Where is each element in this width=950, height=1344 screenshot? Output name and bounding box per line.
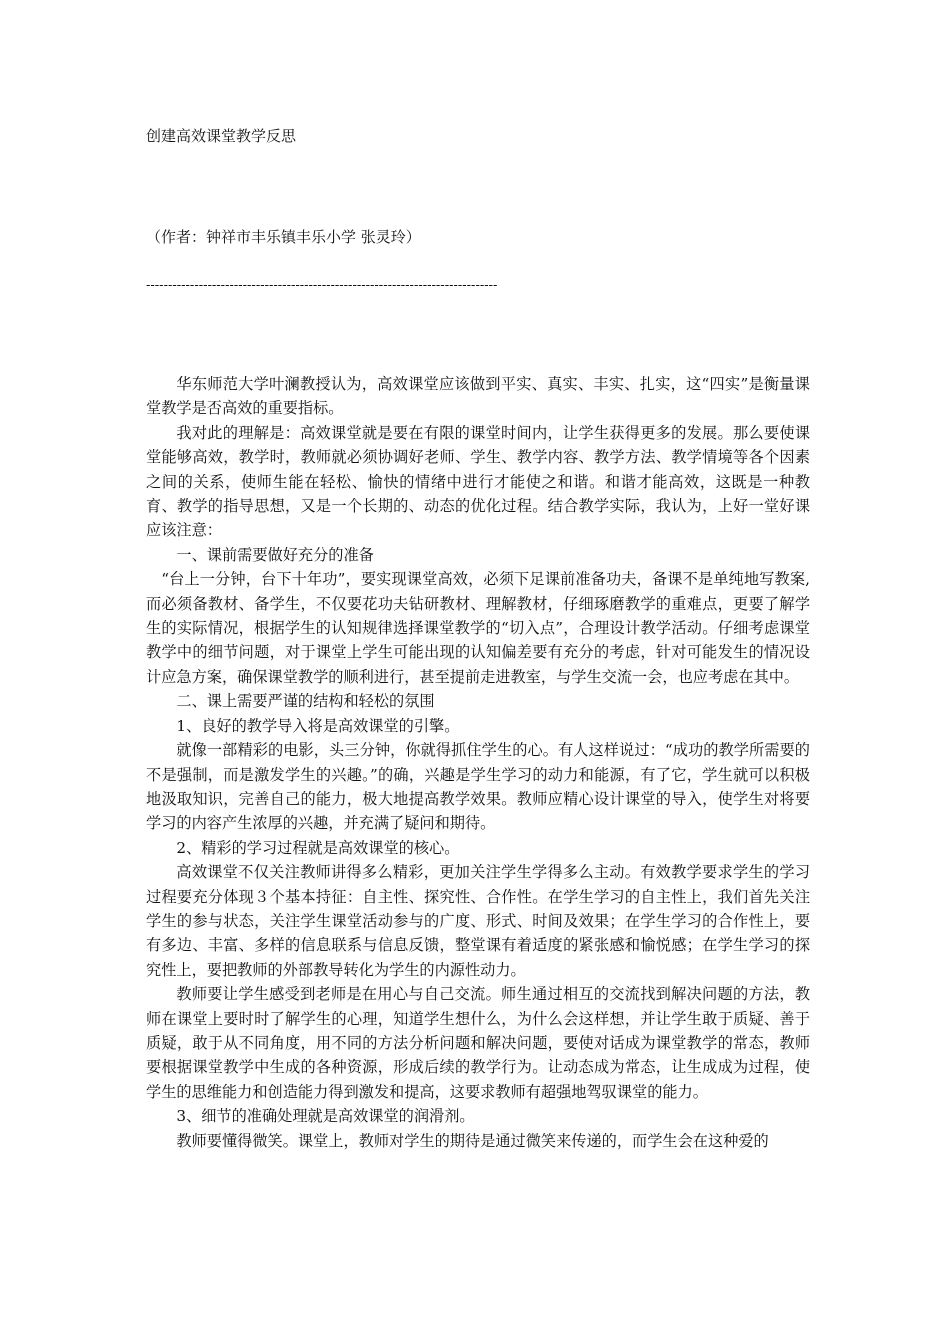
- section-heading: 一、课前需要做好充分的准备: [176, 545, 374, 564]
- paragraph: 教师要懂得微笑。课堂上，教师对学生的期待是通过微笑来传递的，而学生会在这种爱的: [176, 1131, 769, 1150]
- section-heading: 二、课上需要严谨的结构和轻松的氛围: [176, 692, 435, 711]
- document-body: [146, 372, 810, 1153]
- paragraph: 华东师范大学叶澜教授认为，高效课堂应该做到平实、真实、丰实、扎实，这“四实”是衡量课堂教学是否高效的重要指标。: [146, 375, 810, 418]
- subsection-heading: 2、精彩的学习过程就是高效课堂的核心。: [176, 838, 460, 857]
- paragraph: 教师要让学生感受到老师是在用心与自己交流。师生通过相互的交流找到解决问题的方法，教师在课堂上要时时了解学生的心理，知道学生想什么，为什么会这样想，并让学生敢于质疑、善于质疑，敢于从不同角度，用不同的方法分析问题和解决问题，要使对话成为课堂教学的常态，教师要根据课堂教学中生成的各种资源，形成后续的教学行为。让动态成为常态，让生成成为过程，使学生的思维能力和创造能力得到激发和提高，这要求教师有超强地驾驭课堂的能力。: [146, 985, 810, 1101]
- document-title: 创建高效课堂教学反思: [146, 127, 297, 145]
- author-line: （作者：钟祥市丰乐镇丰乐小学 张灵玲）: [146, 228, 421, 246]
- paragraph: 就像一部精彩的电影，头三分钟，你就得抓住学生的心。有人这样说过：“成功的教学所需要的不是强制，而是激发学生的兴趣。”的确，兴趣是学生学习的动力和能源，有了它，学生就可以积极地汲取知识，完善自己的能力，极大地提高教学效果。教师应精心设计课堂的导入，使学生对将要学习的内容产生浓厚的兴趣，并充满了疑问和期待。: [146, 741, 810, 833]
- paragraph: “台上一分钟，台下十年功”，要实现课堂高效，必须下足课前准备功夫，备课不是单纯地写教案,而必须备教材、备学生，不仅要花功夫钻研教材、理解教材，仔细琢磨教学的重难点，更要了解学生的实际情况，根据学生的认知规律选择课堂教学的“切入点”，合理设计教学活动。仔细考虑课堂教学中的细节问题，对于课堂上学生可能出现的认知偏差要有充分的考虑，针对可能发生的情况设计应急方案，确保课堂教学的顺利进行，甚至提前走进教室，与学生交流一会，也应考虑在其中。: [146, 570, 810, 686]
- subsection-heading: 3、细节的准确处理就是高效课堂的润滑剂。: [176, 1107, 475, 1126]
- paragraph: 我对此的理解是：高效课堂就是要在有限的课堂时间内，让学生获得更多的发展。那么要使课堂能够高效，教学时，教师就必须协调好老师、学生、教学内容、教学方法、教学情境等各个因素之间的关系，使师生能在轻松、愉快的情绪中进行才能使之和谐。和谐才能高效，这既是一种教育、教学的指导思想，又是一个长期的、动态的优化过程。结合教学实际，我认为，上好一堂好课应该注意：: [146, 423, 810, 540]
- paragraph: 高效课堂不仅关注教师讲得多么精彩，更加关注学生学得多么主动。有效教学要求学生的学习过程要充分体现３个基本持征：自主性、探究性、合作性。在学生学习的自主性上，我们首先关注学生的参与状态，关注学生课堂活动参与的广度、形式、时间及效果；在学生学习的合作性上，要有多边、丰富、多样的信息联系与信息反馈，整堂课有着适度的紧张感和愉悦感；在学生学习的探究性上，要把教师的外部教导转化为学生的内源性动力。: [146, 863, 810, 979]
- subsection-heading: 1、良好的教学导入将是高效课堂的引擎。: [176, 716, 460, 735]
- dashed-divider: --------------------------------------------------------------------------------: [146, 278, 498, 293]
